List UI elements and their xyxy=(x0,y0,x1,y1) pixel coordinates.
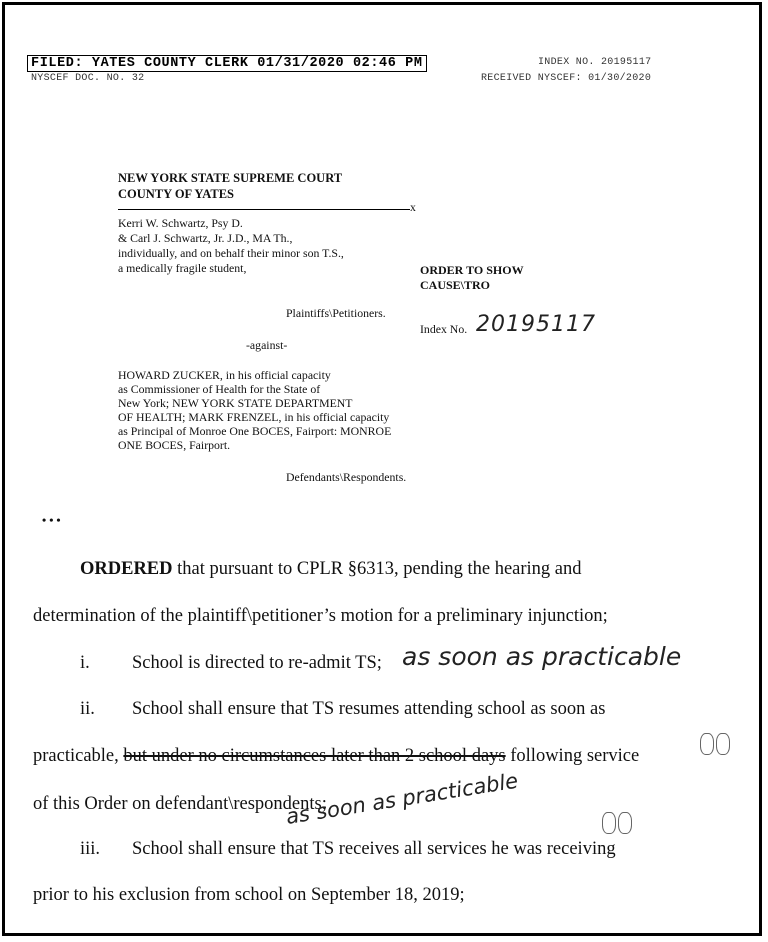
plaintiff-line: Kerri W. Schwartz, Psy D. xyxy=(118,216,243,230)
defendant-line: as Principal of Monroe One BOCES, Fairport: MONROE xyxy=(118,424,392,438)
ordered-keyword: ORDERED xyxy=(80,559,173,579)
item-3-line-2: prior to his exclusion from school on September 18, 2019; xyxy=(33,885,465,905)
plaintiff-line: & Carl J. Schwartz, Jr. J.D., MA Th., xyxy=(118,231,293,245)
initial-mark xyxy=(618,812,632,834)
court-county: COUNTY OF YATES xyxy=(118,187,234,201)
caption-x-mark: x xyxy=(410,200,416,214)
ordered-line-2: determination of the plaintiff\petitioner’s motion for a preliminary injunction; xyxy=(33,606,608,626)
item-2-struck-text: but under no circumstances later than 2 school days xyxy=(123,746,506,766)
handwritten-index: 20195117 xyxy=(476,312,596,337)
item-1-number: i. xyxy=(80,653,90,673)
filed-stamp: FILED: YATES COUNTY CLERK 01/31/2020 02:46 PM xyxy=(27,55,427,72)
court-name: NEW YORK STATE SUPREME COURT xyxy=(118,171,343,185)
plaintiff-line: individually, and on behalf their minor son T.S., xyxy=(118,246,344,260)
item-2-end: following service xyxy=(510,746,640,766)
item-2-line-3: of this Order on defendant\respondents; xyxy=(33,794,327,814)
initial-mark xyxy=(602,812,616,834)
against-label: -against- xyxy=(246,338,288,352)
item-1-text: School is directed to re-admit TS; xyxy=(132,653,382,673)
ordered-paragraph xyxy=(80,558,582,580)
nyscef-doc-number: NYSCEF DOC. NO. 32 xyxy=(31,73,145,84)
item-2-line-2 xyxy=(33,745,639,767)
initial-mark xyxy=(716,733,730,755)
order-title: ORDER TO SHOW xyxy=(420,263,524,277)
item-2-text: School shall ensure that TS resumes attending school as soon as xyxy=(132,699,606,719)
defendant-line: ONE BOCES, Fairport. xyxy=(118,438,231,452)
item-3-handwritten: as soon as practicable xyxy=(284,768,520,829)
index-label: Index No. xyxy=(420,322,468,336)
order-title-2: CAUSE\TRO xyxy=(420,278,491,292)
defendant-line: as Commissioner of Health for the State of xyxy=(118,382,321,396)
defendants-role: Defendants\Respondents. xyxy=(286,470,407,484)
defendant-line: New York; NEW YORK STATE DEPARTMENT xyxy=(118,396,353,410)
caption-rule xyxy=(118,209,410,210)
defendant-line: OF HEALTH; MARK FRENZEL, in his official capacity xyxy=(118,410,390,424)
item-2-number: ii. xyxy=(80,699,95,719)
item-3-text: School shall ensure that TS receives all services he was receiving xyxy=(132,839,616,859)
ordered-text: that pursuant to CPLR §6313, pending the hearing and xyxy=(172,559,582,579)
plaintiffs-role: Plaintiffs\Petitioners. xyxy=(286,306,386,320)
item-1-handwritten: as soon as practicable xyxy=(402,642,682,671)
item-3-number: iii. xyxy=(80,839,101,859)
initial-mark xyxy=(700,733,714,755)
item-2-start: practicable, xyxy=(33,746,119,766)
received-date: RECEIVED NYSCEF: 01/30/2020 xyxy=(481,73,652,84)
index-number: INDEX NO. 20195117 xyxy=(538,57,652,68)
plaintiff-line: a medically fragile student, xyxy=(118,261,247,275)
ellipsis: • • • xyxy=(42,513,61,527)
defendant-line: HOWARD ZUCKER, in his official capacity xyxy=(118,368,331,382)
